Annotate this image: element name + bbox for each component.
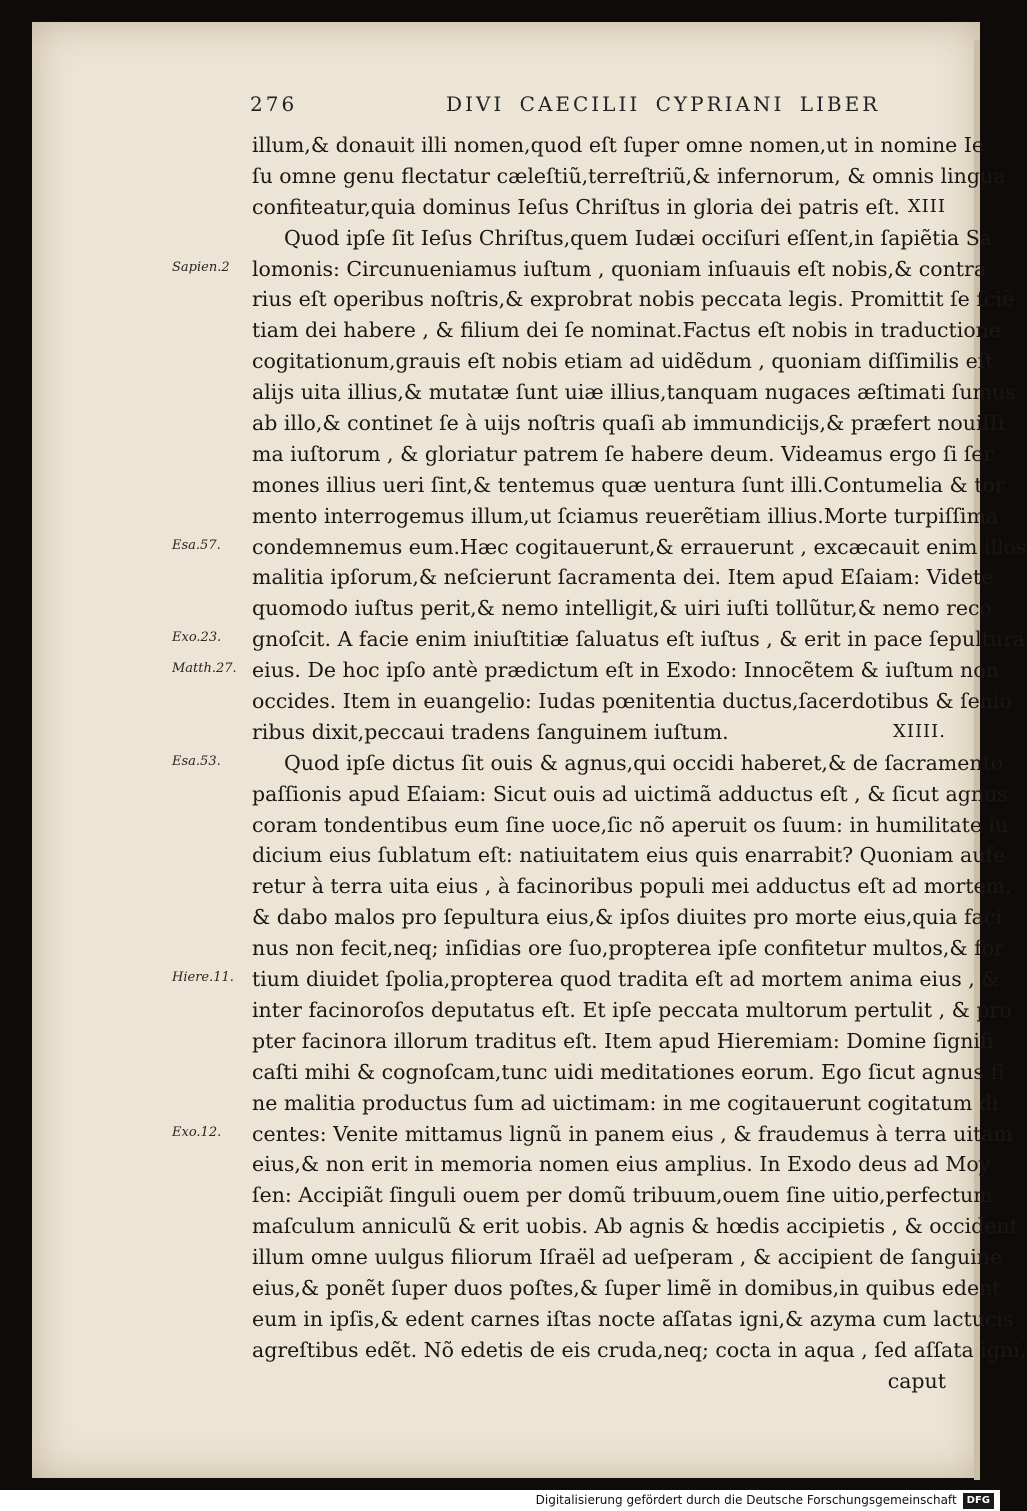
line-text: lomonis: Circunueniamus iuſtum , quoniam inſuauis eſt nobis,& contra <box>252 256 987 281</box>
line-text: centes: Venite mittamus lignũ in panem eius , & fraudemus à terra uitam <box>252 1121 1013 1146</box>
text-line <box>252 779 1008 810</box>
line-text: ſen: Accipiãt ſinguli ouem per domũ tribuum,ouem ſine uitio,perfectum <box>252 1183 993 1208</box>
line-text: caput <box>887 1368 946 1393</box>
line-text: rius eſt operibus noſtris,& exprobrat nobis peccata legis. Promittit ſe ſciẽ <box>252 287 1015 312</box>
text-line <box>252 562 994 593</box>
line-text: cogitationum,grauis eſt nobis etiam ad uidẽdum , quoniam diſſimilis eſt <box>252 349 994 374</box>
text-line <box>252 130 985 161</box>
text-line <box>252 964 1000 995</box>
line-text: gnoſcit. A facie enim iniuſtitiæ ſaluatus eſt iuſtus , & erit in pace ſepultura <box>252 627 1026 652</box>
line-text: eius. De hoc ipſo antè prædictum eſt in Exodo: Innocẽtem & iuſtum non <box>252 658 999 683</box>
text-line <box>252 902 1002 933</box>
line-text: inter facinoroſos deputatus eſt. Et ipſe peccata multorum pertulit , & pro <box>252 997 1012 1022</box>
text-line <box>252 1335 1027 1366</box>
text-line <box>252 1366 946 1397</box>
text-line <box>252 748 1004 779</box>
text-line <box>252 717 946 748</box>
line-text: ma iuſtorum , & gloriatur patrem ſe habere deum. Videamus ergo ſi ſer <box>252 441 994 466</box>
running-title: DIVI CAECILII CYPRIANI LIBER <box>446 92 881 116</box>
line-text: eum in ipſis,& edent carnes iſtas nocte aſſatas igni,& azyma cum lactucis <box>252 1306 1014 1331</box>
line-text: retur à terra uita eius , à facinoribus populi mei adductus eſt ad mortem, <box>252 874 1012 899</box>
text-line <box>252 223 992 254</box>
line-text: confiteatur,quia dominus Ieſus Chriſtus in gloria dei patris eſt. <box>252 194 900 219</box>
text-line <box>252 408 1005 439</box>
text-line <box>252 254 987 285</box>
text-line <box>252 1211 1018 1242</box>
text-line <box>252 1119 1013 1150</box>
line-text: ſu omne genu flectatur cæleſtiũ,terreſtriũ,& infernorum, & omnis lingua <box>252 163 1006 188</box>
text-line <box>252 315 1002 346</box>
margin-reference: Esa.53. <box>172 754 221 769</box>
text-line <box>252 377 1016 408</box>
line-text: condemnemus eum.Hæc cogitauerunt,& errauerunt , excæcauit enim illos <box>252 534 1027 559</box>
text-line <box>252 624 1026 655</box>
text-line <box>252 470 1005 501</box>
text-line <box>252 1149 991 1180</box>
page-number: 276 <box>250 92 298 116</box>
text-line <box>252 346 994 377</box>
text-line <box>252 593 992 624</box>
line-text: & dabo malos pro ſepultura eius,& ipſos diuites pro morte eius,quia faci <box>252 905 1002 930</box>
line-text: illum omne uulgus filiorum Iſraël ad ueſperam , & accipient de ſanguine <box>252 1245 1003 1270</box>
text-line <box>252 192 946 223</box>
line-text: eius,& non erit in memoria nomen eius amplius. In Exodo deus ad Moy <box>252 1152 991 1177</box>
text-line <box>252 161 1006 192</box>
text-line <box>252 1088 999 1119</box>
section-number: XIIII. <box>893 720 946 742</box>
text-line <box>252 810 1009 841</box>
line-text: pter facinora illorum traditus eſt. Item apud Hieremiam: Domine ſignifi <box>252 1028 994 1053</box>
text-line <box>252 439 994 470</box>
line-text: maſculum anniculũ & erit uobis. Ab agnis & hœdis accipietis , & occident <box>252 1214 1018 1239</box>
margin-reference: Sapien.2 <box>172 259 230 275</box>
section-number: XIII <box>907 195 946 217</box>
running-header <box>250 92 950 128</box>
text-line <box>252 840 1006 871</box>
text-line <box>252 1273 1001 1304</box>
text-line <box>252 1180 993 1211</box>
line-text: mones illius ueri ſint,& tentemus quæ uentura ſunt illi.Contumelia & tor <box>252 472 1005 497</box>
line-text: tium diuidet ſpolia,propterea quod tradita eſt ad mortem anima eius , & <box>252 967 1000 992</box>
text-line <box>252 686 1012 717</box>
line-text: ribus dixit,peccaui tradens ſanguinem iuſtum. <box>252 719 729 744</box>
line-text: mento interrogemus illum,ut ſciamus reuerẽtiam illius.Morte turpiſſima <box>252 503 999 528</box>
line-text: eius,& ponẽt ſuper duos poſtes,& ſuper limẽ in domibus,in quibus edent <box>252 1275 1001 1300</box>
line-text: nus non fecit,neq; inſidias ore ſuo,propterea ipſe confitetur multos,& for <box>252 936 1004 961</box>
text-line <box>252 1304 1014 1335</box>
text-line <box>252 1242 1003 1273</box>
dfg-logo: DFG <box>963 1493 994 1509</box>
line-text: agreſtibus edẽt. Nõ edetis de eis cruda,neq; cocta in aqua , ſed aſſata igni, <box>252 1337 1027 1362</box>
text-line <box>252 995 1012 1026</box>
line-text: caſti mihi & cognoſcam,tunc uidi meditationes eorum. Ego ſicut agnus ſi <box>252 1059 1005 1084</box>
line-text: ne malitia productus ſum ad uictimam: in me cogitauerunt cogitatum di <box>252 1090 999 1115</box>
body-text <box>252 130 1027 1397</box>
text-line <box>252 1026 994 1057</box>
footer-credit: Digitalisierung gefördert durch die Deutsche Forschungsgemeinschaft <box>535 1493 957 1507</box>
text-line <box>252 501 999 532</box>
margin-reference: Hiere.11. <box>172 970 234 986</box>
line-text: paſſionis apud Eſaiam: Sicut ouis ad uictimã adductus eſt , & ſicut agnus <box>252 781 1008 806</box>
line-text: Quod ipſe ſit Ieſus Chriſtus,quem Iudæi occiſuri eſſent,in ſapiẽtia Sa <box>284 225 992 250</box>
text-line <box>252 1057 1005 1088</box>
line-text: malitia ipſorum,& neſcierunt ſacramenta dei. Item apud Eſaiam: Videte <box>252 565 994 590</box>
margin-reference: Matth.27. <box>172 661 237 677</box>
line-text: dicium eius ſublatum eſt: natiuitatem eius quis enarrabit? Quoniam aufe <box>252 843 1006 868</box>
line-text: Quod ipſe dictus ſit ouis & agnus,qui occidi haberet,& de ſacramento <box>284 750 1004 775</box>
text-line <box>252 284 1015 315</box>
margin-reference: Exo.23. <box>172 630 222 646</box>
line-text: ab illo,& continet ſe à uijs noſtris quaſi ab immundicijs,& præfert nouiſſi <box>252 411 1005 436</box>
text-line <box>252 933 1004 964</box>
text-line <box>252 532 1027 563</box>
margin-reference: Exo.12. <box>172 1124 222 1140</box>
digitization-footer <box>0 1490 1000 1511</box>
line-text: tiam dei habere , & filium dei ſe nominat.Factus eſt nobis in traductione <box>252 318 1002 343</box>
line-text: occides. Item in euangelio: Iudas pœnitentia ductus,ſacerdotibus & ſenio <box>252 689 1012 714</box>
line-text: illum,& donauit illi nomen,quod eſt ſuper omne nomen,ut in nomine Ie <box>252 133 985 157</box>
line-text: quomodo iuſtus perit,& nemo intelligit,& uiri iuſti tollũtur,& nemo reco <box>252 596 992 621</box>
text-line <box>252 871 1012 902</box>
margin-reference: Esa.57. <box>172 537 221 553</box>
text-line <box>252 655 999 686</box>
line-text: coram tondentibus eum ſine uoce,ſic nõ aperuit os ſuum: in humilitate iu <box>252 812 1009 837</box>
line-text: alijs uita illius,& mutatæ ſunt uiæ illius,tanquam nugaces æſtimati ſumus <box>252 380 1016 405</box>
